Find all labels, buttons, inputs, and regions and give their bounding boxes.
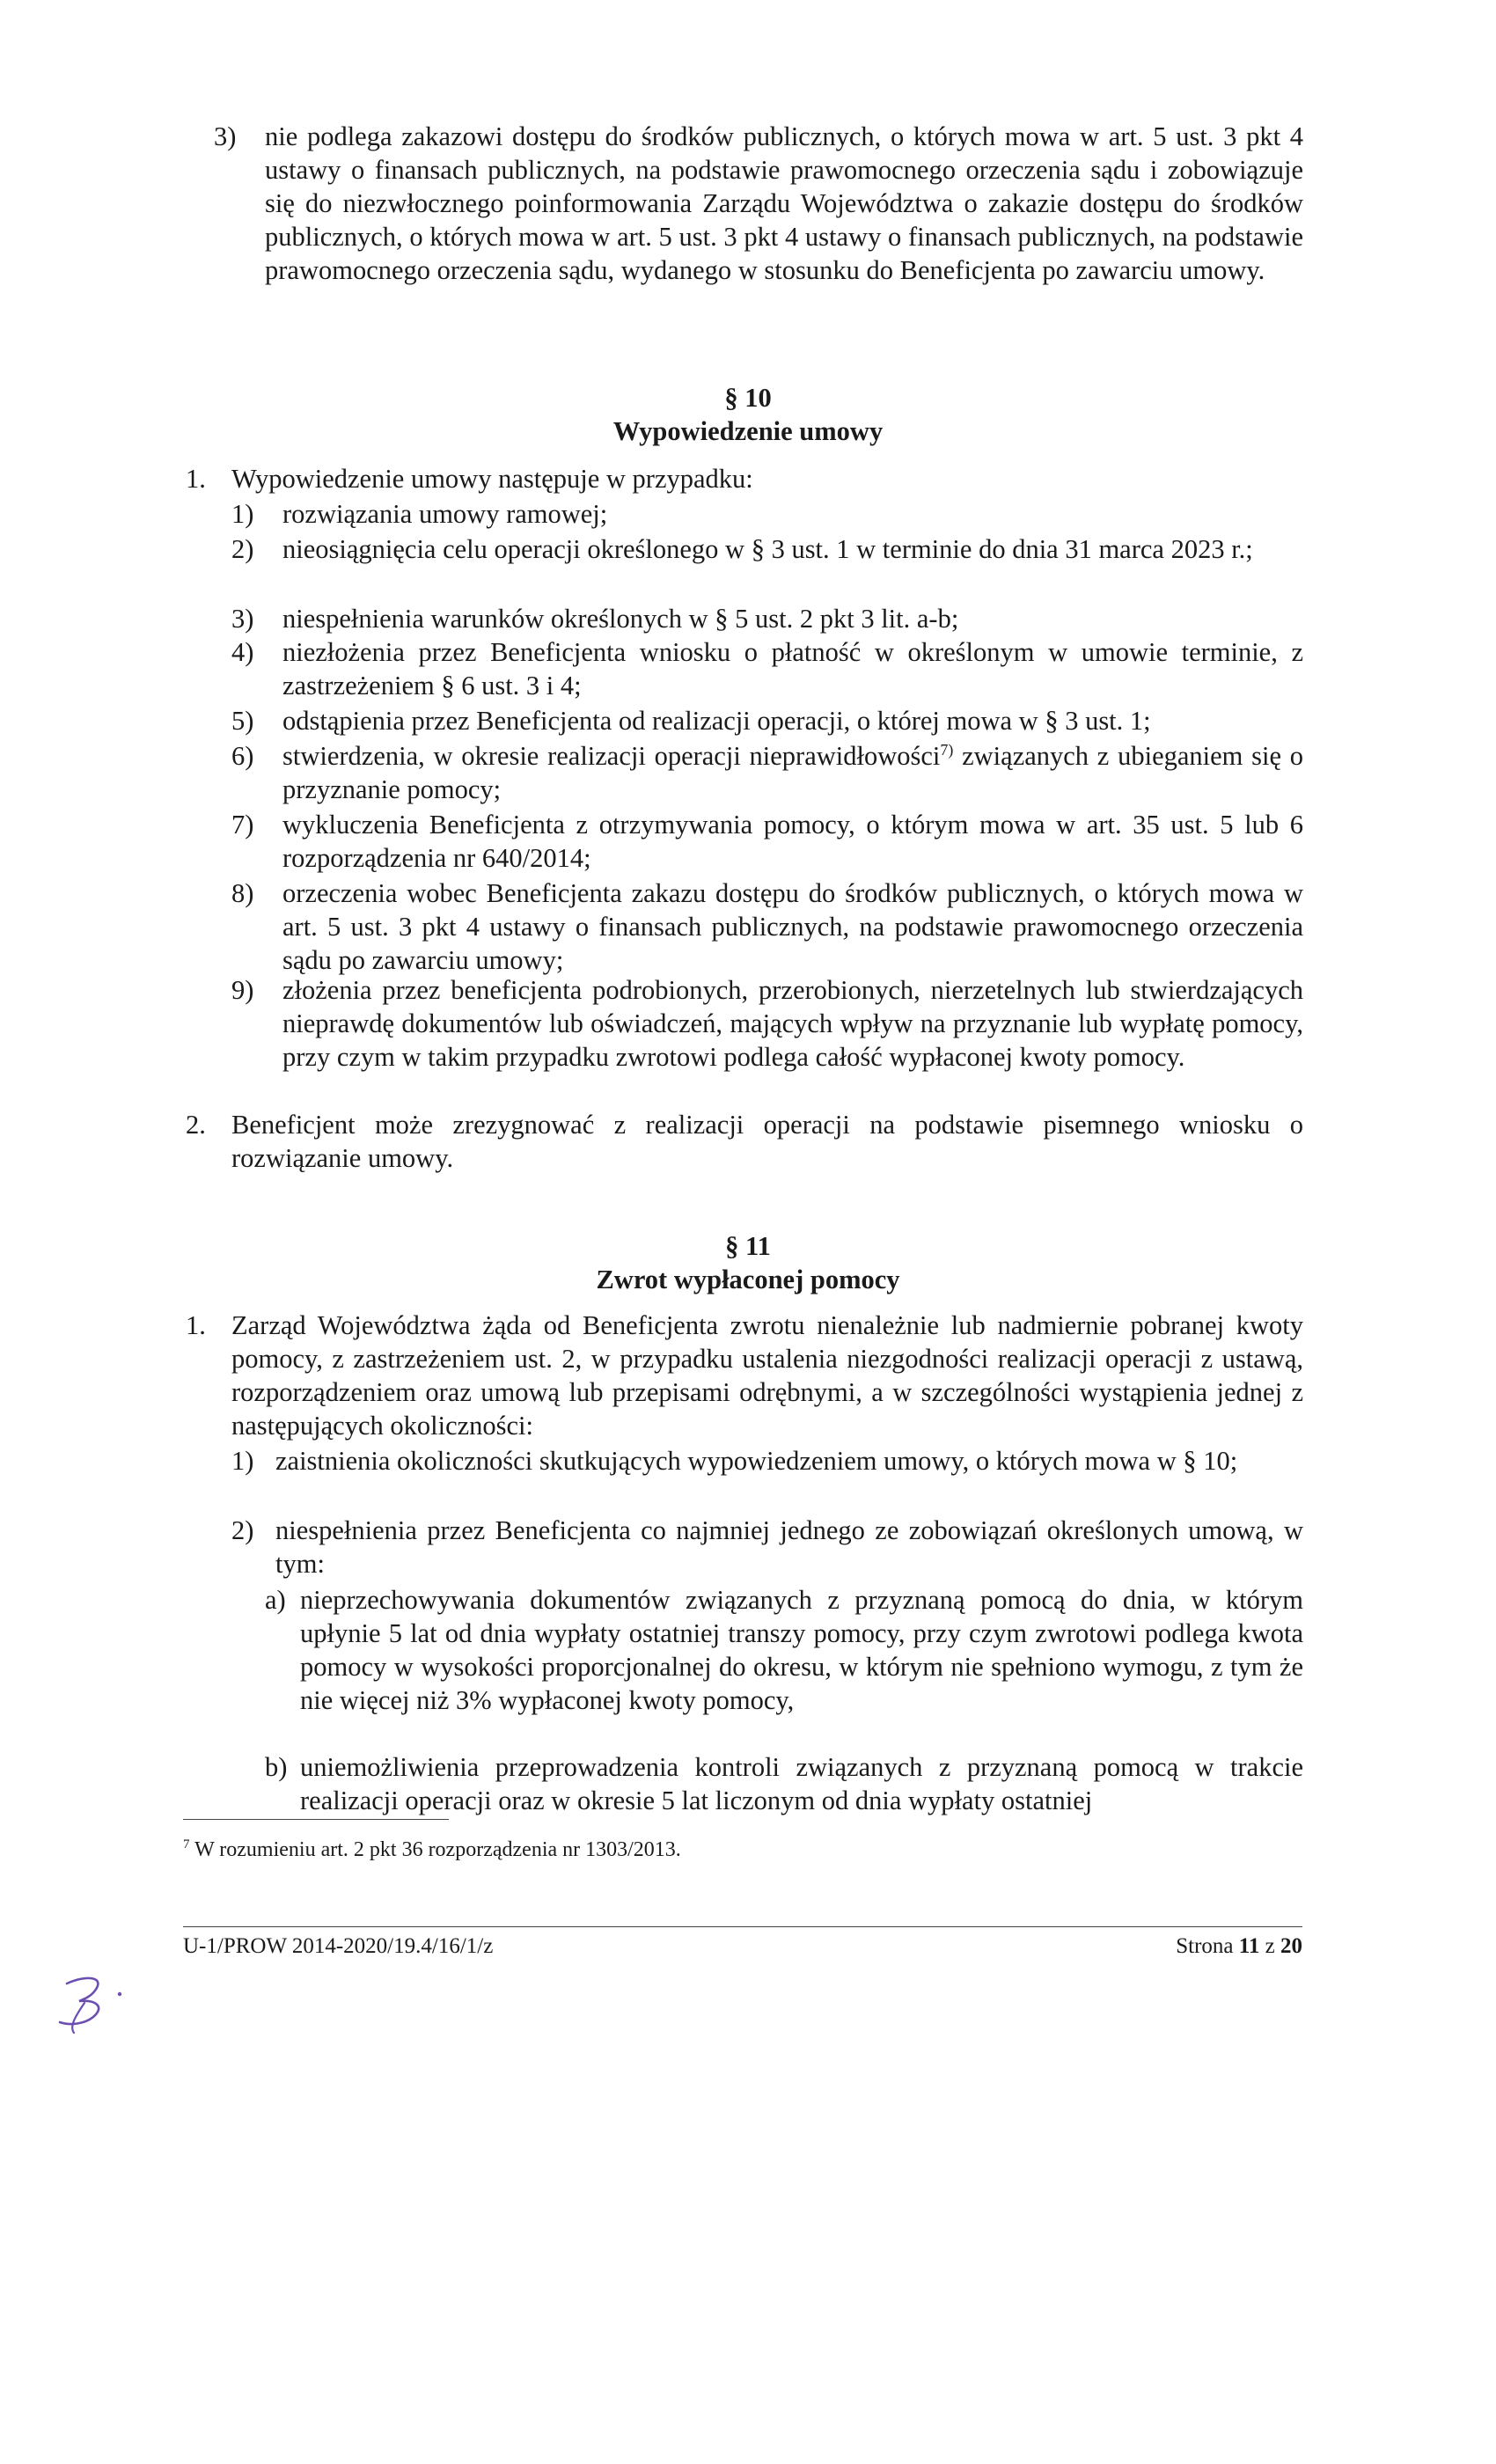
intro-point-text: nie podlega zakazowi dostępu do środków publicznych, o których mowa w art. 5 ust. 3 pkt 4 ustawy o finansach publicznych, na podstawie prawomocnego orzeczenia sądu i zobowiązuje się do niezwłocznego poinformowania Zarządu Województwa o zakazie dostępu do środków publicznych, o których mowa w art. 5 ust. 3 pkt 4 ustawy o finansach publicznych, na podstawie prawomocnego orzeczenia sądu, wydanego w stosunku do Beneficjenta po zawarciu umowy. [265,121,1303,285]
page-number [1038,1932,1302,1961]
s11-paragraph-1-text: Zarząd Województwa żąda od Beneficjenta zwrotu nienależnie lub nadmiernie pobranej kwoty pomocy, z zastrzeżeniem ust. 2, w przypadku ustalenia niezgodności realizacji operacji z ustawą, rozporządzeniem oraz umową lub przepisami odrębnymi, a w szczególności wystąpienia jednej z następujących okoliczności: [231,1310,1303,1441]
s10-item-text: wykluczenia Beneficjenta z otrzymywania pomocy, o którym mowa w art. 35 ust. 5 lub 6 rozporządzenia nr 640/2014; [282,810,1303,873]
page-label: Strona [1176,1934,1234,1958]
section-11-number: § 11 [725,1231,771,1261]
footnote [183,1837,681,1863]
s10-item-text: rozwiązania umowy ramowej; [282,499,608,529]
s10-item-text: złożenia przez beneficjenta podrobionych, przerobionych, nierzetelnych lub stwierdzających nieprawdę dokumentów lub oświadczeń, mających wpływ na przyznanie lub wypłatę pomocy, przy czym w takim przypadku zwrotowi podlega całość wypłaconej kwoty pomocy. [282,975,1303,1072]
s10-paragraph-2-number: 2. [186,1110,206,1140]
footer-separator [183,1926,1302,1927]
s10-item-number: 8) [231,878,254,908]
s10-item-number: 5) [231,706,254,736]
s11-item-2-text: niespełnienia przez Beneficjenta co najmniej jednego ze zobowiązań określonych umową, w tym: [275,1515,1303,1579]
section-11-title: Zwrot wypłaconej pomocy [596,1265,900,1294]
s10-item-number: 3) [231,604,254,634]
s10-paragraph-1-text: Wypowiedzenie umowy następuje w przypadku: [231,464,753,494]
intro-point-number: 3) [214,121,237,151]
page-separator: z [1265,1934,1275,1958]
s10-item-number: 7) [231,810,254,840]
s11-subitem-letter: a) [265,1585,286,1615]
s10-item-number: 1) [231,499,254,529]
s10-item-text: nieosiągnięcia celu operacji określonego w § 3 ust. 1 w terminie do dnia 31 marca 2023 r.; [282,534,1253,564]
s11-item-number: 2) [231,1515,254,1545]
s11-subitem-a-text: nieprzechowywania dokumentów związanych z przyznaną pomocą do dnia, w którym upłynie 5 lat od dnia wypłaty ostatniej transzy pomocy, przy czym zwrotowi podlega kwota pomocy w wysokości proporcjonalnej do okresu, w którym nie spełniono wymogu, z tym że nie więcej niż 3% wypłaconej kwoty pomocy, [300,1585,1303,1715]
section-10-number: § 10 [724,383,772,413]
s10-item-6-text-b: związanych z ubieganiem się o przyznanie pomocy; [282,741,1303,804]
s11-subitem-b-text: uniemożliwienia przeprowadzenia kontroli związanych z przyznaną pomocą w trakcie realizacji operacji oraz w okresie 5 lat liczonym od dnia wypłaty ostatniej [300,1752,1303,1815]
section-10-title: Wypowiedzenie umowy [612,416,884,446]
footnote-separator [183,1819,449,1820]
page-total: 20 [1280,1934,1302,1958]
footnote-reference: 7) [940,740,954,759]
s10-item-number: 2) [231,534,254,564]
s10-item-text: odstąpienia przez Beneficjenta od realizacji operacji, o której mowa w § 3 ust. 1; [282,706,1151,736]
s10-paragraph-2-text: Beneficjent może zrezygnować z realizacji operacji na podstawie pisemnego wniosku o rozwiązanie umowy. [231,1110,1303,1173]
handwritten-initial-icon [51,1968,157,2038]
s10-item-number: 9) [231,975,254,1005]
s10-item-text [282,739,1303,806]
footnote-mark: 7 [183,1837,190,1852]
s10-item-6-text-a: stwierdzenia, w okresie realizacji operacji nieprawidłowości [282,741,941,771]
s10-item-text: orzeczenia wobec Beneficjenta zakazu dostępu do środków publicznych, o których mowa w art. 5 ust. 3 pkt 4 ustawy o finansach publicznych, na podstawie prawomocnego orzeczenia sądu po zawarciu umowy; [282,878,1303,975]
document-code: U-1/PROW 2014-2020/19.4/16/1/z [183,1934,494,1958]
s11-paragraph-1-number: 1. [186,1310,206,1340]
s10-item-text: niezłożenia przez Beneficjenta wniosku o płatność w określonym w umowie terminie, z zastrzeżeniem § 6 ust. 3 i 4; [282,637,1303,700]
s11-subitem-letter: b) [265,1752,288,1782]
s11-item-1-text: zaistnienia okoliczności skutkujących wypowiedzeniem umowy, o których mowa w § 10; [275,1446,1238,1476]
footnote-text: W rozumieniu art. 2 pkt 36 rozporządzenia nr 1303/2013. [189,1838,681,1861]
s10-item-number: 6) [231,741,254,771]
s10-paragraph-1-number: 1. [186,464,206,494]
s11-item-number: 1) [231,1446,254,1476]
s10-item-number: 4) [231,637,254,667]
s10-item-text: niespełnienia warunków określonych w § 5 ust. 2 pkt 3 lit. a-b; [282,604,959,634]
page-current: 11 [1238,1934,1260,1958]
